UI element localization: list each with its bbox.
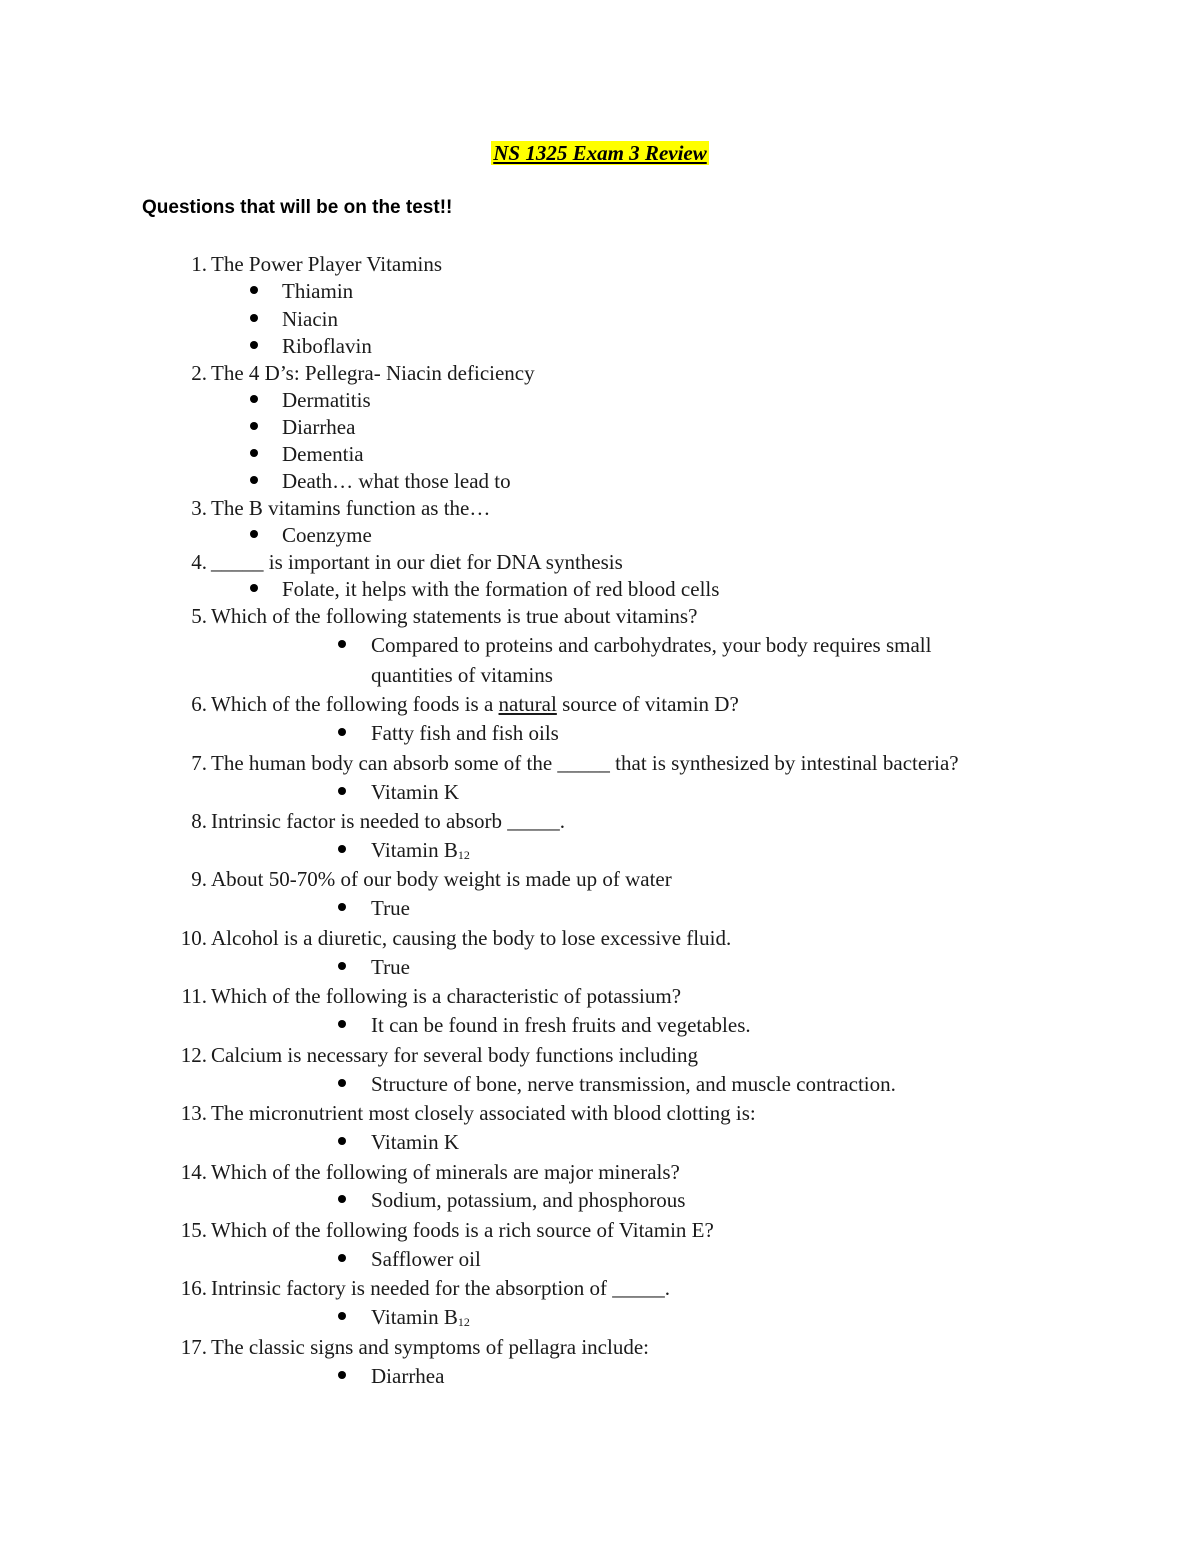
question-number: 14.: [180, 1160, 207, 1184]
bullet-icon: [338, 640, 346, 648]
question-text: Which of the following statements is true about vitamins?: [211, 604, 698, 628]
question-text: Which of the following of minerals are major minerals?: [211, 1160, 680, 1184]
bullet-icon: [250, 341, 258, 349]
bullet-icon: [338, 903, 346, 911]
question-number: 8.: [191, 809, 207, 833]
question-number: 10.: [180, 926, 207, 950]
answer-item: True: [371, 896, 410, 920]
answer-item: Death… what those lead to: [282, 469, 511, 493]
bullet-icon: [250, 286, 258, 294]
question-number: 12.: [180, 1043, 207, 1067]
answer-item: Diarrhea: [371, 1364, 445, 1388]
question-number: 11.: [181, 984, 207, 1008]
answer-text: Vitamin B: [371, 838, 458, 862]
bullet-icon: [338, 845, 346, 853]
answer-item: Coenzyme: [282, 523, 372, 547]
bullet-icon: [250, 476, 258, 484]
question-number: 17.: [180, 1335, 207, 1359]
document-title: NS 1325 Exam 3 Review: [493, 141, 707, 165]
question-text: [211, 691, 739, 717]
answer-item: [371, 1304, 470, 1335]
bullet-icon: [338, 962, 346, 970]
bullet-icon: [338, 1312, 346, 1320]
answer-item: Folate, it helps with the formation of red blood cells: [282, 577, 720, 601]
question-number: 6.: [191, 692, 207, 716]
answer-item: Dementia: [282, 442, 364, 466]
answer-item: Sodium, potassium, and phosphorous: [371, 1188, 686, 1212]
question-text: The B vitamins function as the…: [211, 496, 491, 520]
bullet-icon: [338, 787, 346, 795]
answer-item-continued: quantities of vitamins: [371, 663, 553, 687]
answer-item: Structure of bone, nerve transmission, and muscle contraction.: [371, 1072, 896, 1096]
question-text-part: source of vitamin D?: [556, 692, 739, 716]
answer-item: Fatty fish and fish oils: [371, 721, 559, 745]
question-text: The micronutrient most closely associated with blood clotting is:: [211, 1101, 756, 1125]
question-number: 4.: [191, 550, 207, 574]
question-number: 1.: [191, 252, 207, 276]
question-number: 3.: [191, 496, 207, 520]
answer-item: Niacin: [282, 307, 338, 331]
answer-item: Diarrhea: [282, 415, 356, 439]
bullet-icon: [250, 395, 258, 403]
answer-item: Vitamin K: [371, 780, 459, 804]
question-text: Which of the following foods is a rich source of Vitamin E?: [211, 1218, 714, 1242]
question-text: The human body can absorb some of the _____ that is synthesized by intestinal bacteria?: [211, 751, 959, 775]
question-number: 5.: [191, 604, 207, 628]
title-wrap: [0, 141, 1200, 166]
answer-item: [371, 837, 470, 868]
question-text: Calcium is necessary for several body functions including: [211, 1043, 698, 1067]
bullet-icon: [250, 422, 258, 430]
document-subtitle: Questions that will be on the test!!: [142, 197, 453, 218]
answer-item: True: [371, 955, 410, 979]
question-text: Intrinsic factory is needed for the absorption of _____.: [211, 1276, 670, 1300]
question-number: 9.: [191, 867, 207, 891]
answer-item: Dermatitis: [282, 388, 371, 412]
question-text: Which of the following is a characteristic of potassium?: [211, 984, 682, 1008]
answer-item: Compared to proteins and carbohydrates, your body requires small: [371, 633, 932, 657]
question-number: 13.: [180, 1101, 207, 1125]
bullet-icon: [338, 1079, 346, 1087]
answer-text: Vitamin B: [371, 1305, 458, 1329]
question-text-part: Which of the following foods is a: [211, 692, 499, 716]
question-number: 15.: [180, 1218, 207, 1242]
subscript: 12: [457, 848, 470, 862]
bullet-icon: [338, 1371, 346, 1379]
answer-item: Riboflavin: [282, 334, 372, 358]
bullet-icon: [338, 728, 346, 736]
bullet-icon: [250, 584, 258, 592]
bullet-icon: [250, 530, 258, 538]
question-number: 7.: [191, 751, 207, 775]
question-text: Alcohol is a diuretic, causing the body to lose excessive fluid.: [211, 926, 732, 950]
question-text: The 4 D’s: Pellegra- Niacin deficiency: [211, 361, 535, 385]
answer-item: Thiamin: [282, 279, 354, 303]
question-text: The Power Player Vitamins: [211, 252, 443, 276]
question-text: _____ is important in our diet for DNA synthesis: [211, 550, 623, 574]
bullet-icon: [338, 1137, 346, 1145]
question-number: 16.: [180, 1276, 207, 1300]
underlined-word: natural: [498, 692, 557, 716]
answer-item: Safflower oil: [371, 1247, 481, 1271]
answer-item: It can be found in fresh fruits and vegetables.: [371, 1013, 751, 1037]
answer-item: Vitamin K: [371, 1130, 459, 1154]
question-number: 2.: [191, 361, 207, 385]
bullet-icon: [250, 314, 258, 322]
question-text: Intrinsic factor is needed to absorb _____.: [211, 809, 565, 833]
question-text: About 50-70% of our body weight is made up of water: [211, 867, 672, 891]
question-text: The classic signs and symptoms of pellagra include:: [211, 1335, 649, 1359]
bullet-icon: [338, 1020, 346, 1028]
bullet-icon: [338, 1254, 346, 1262]
bullet-icon: [250, 449, 258, 457]
bullet-icon: [338, 1195, 346, 1203]
subscript: 12: [457, 1315, 470, 1329]
